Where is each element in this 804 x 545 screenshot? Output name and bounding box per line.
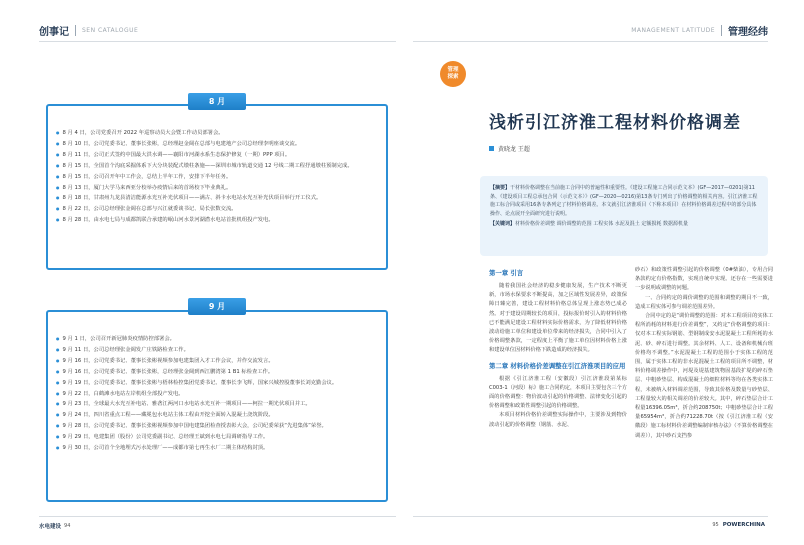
left-section-title: 创事记 [39, 26, 69, 38]
september-month-badge: 9 月 [188, 298, 246, 315]
keywords-label: 【关键词】 [490, 221, 516, 227]
paragraph: 一、合同约定的调价调整的范围和调整的期目不一致，造成工程实体可参与调差范围差异。 [635, 294, 773, 310]
author-names: 黄晓龙 王超 [498, 146, 530, 153]
header-divider [75, 25, 76, 36]
footer-brand: 水电建设 [39, 524, 62, 530]
right-section-title: 管理经纬 [728, 26, 768, 38]
list-item: ● 9 月 22 日，白鹤滩水电站左岸机组全部投产发电。 [56, 389, 378, 400]
article-authors [489, 144, 530, 153]
list-item: ● 8 月 22 日，公司总经理张金阔在总部与兴江就委谈书记、局长张数交流。 [56, 204, 378, 215]
paragraph: 随着我国社会经济的稳步健康发展，生产技术不断更新，市场水保要求不断提高，加之区域性发展差异，政策保障日臻完善，建设工程材料价格总体呈现上涨态势已成必然。对于建设周期较长的项目，投标报价时引入的材料价格已不能满足建设工程材料实际价格需求，为了降低材料价格波动给施工单位和建设单位带来的经济损失，合同中引入了价格调整条款，一定程度上平衡了施工单位因材料价格上涨和建设单位因材料价格下跌造成的经济损失。 [489, 283, 627, 354]
september-event-list [56, 334, 378, 454]
keywords-body: 材料价格价差调整 调价调整的范围 工程实体 水泥及混土 定额损耗 数据源机量 [515, 221, 688, 227]
section-tag-badge [440, 61, 466, 87]
right-page-header [631, 22, 768, 38]
paragraph: 根据《引江济淮工程（安徽段）引江济淮段第某标C003-1（河段）标》施工合同约定，本项目主要包含三个方面的价格调整：物价波动引起的价格调整、法律变化引起的价格调整和政策性调整引起的价格调整。 [489, 375, 628, 410]
paragraph: 本项目材料价格价差调整实际操作中，主要涉及到物价波动引起的价格调整（钢筋、水泥、 [489, 412, 627, 428]
list-item: ● 8 月 13 日，厦门大学马来西亚分校举办疫情后来的首场校下毕业典礼。 [56, 183, 378, 194]
september-timeline-box [46, 310, 388, 502]
list-item: ● 9 月 16 日，公司党委书记、董事长张彬，总经理张金阔到西江鹏湾第 1 B1 标检查工作。 [56, 367, 378, 378]
left-page-footer [39, 522, 70, 530]
left-page-header [39, 22, 138, 38]
footer-brand: POWERCHINA [722, 522, 765, 528]
list-item: ● 8 月 11 日，公司正式签约中国最大洪水调——襄阳市河湖水系生态保护修复（一期）PPP 项目。 [56, 150, 378, 161]
august-timeline-box [46, 104, 388, 270]
list-item: ● 9 月 29 日，电建集团（股份）公司党委副书记、总经理王斌到水电七局调研指导工作。 [56, 432, 378, 443]
list-item: ● 8 月 15 日，全国首个沟底采掘体系下大分块装配式墩柱条施——深圳市城市轨道交通 12 号线二期工程抒通墩柱预制完成。 [56, 161, 378, 172]
right-page-footer [712, 522, 768, 528]
header-divider [721, 25, 722, 36]
august-event-list [56, 128, 378, 226]
list-item: ● 9 月 23 日，全球最大水光互补电站、雅砻江两河口水电站水光互补一期项目——柯拉一期光伏项目并工。 [56, 399, 378, 410]
author-marker-icon [489, 146, 494, 151]
left-footer-rule [39, 516, 396, 517]
list-item: ● 8 月 15 日，公司召开年中工作会，总结上半年工作，安排下半年任务。 [56, 172, 378, 183]
list-item: ● 8 月 4 日，公司党委召开 2022 年巡察动员大会暨工作动员部署会。 [56, 128, 378, 139]
list-item: ● 8 月 10 日，公司党委书记、董事长张彬，总经理赵金阔在总部与电建地产公司总经理李明座谈交流。 [56, 139, 378, 150]
list-item: ● 9 月 28 日，公司党委书记、董事长张彬视频参加中国电建集团检查授表彰大会，公司纪委荣获“先进集体”荣誉。 [56, 421, 378, 432]
list-item: ● 9 月 24 日，四川省重点工程——藏冕包水电站主体工程由开挖全面转入混凝土浇筑阶段。 [56, 410, 378, 421]
list-item: ● 9 月 1 日，公司召开新冠肺炎疫情防控部署会。 [56, 334, 378, 345]
article-column-1 [489, 266, 627, 430]
section-1-heading: 第一章 引言 [489, 269, 524, 277]
right-section-latin: MANAGEMENT LATITUDE [631, 26, 715, 34]
list-item: ● 9 月 19 日，公司党委书记、董事长张彬与梧林检控集团党委书记、董事长李飞辉，国家兴城控股董事长刘克勤会议。 [56, 378, 378, 389]
keywords [490, 220, 758, 229]
paragraph: 砂石）和政策性调整引起的价格调整（0#柴油），专用合同条款约定有价格指数，实现自统中实现。还存在一些需要进一步说明或调整的问题。 [635, 267, 773, 292]
section-2-heading: 第二章 材料价格价差调整在引江济淮项目的应用 [489, 361, 626, 370]
abstract-box [480, 176, 768, 256]
page-number-left: 94 [64, 523, 71, 529]
left-section-latin: SEN CATALOGUE [82, 26, 139, 34]
list-item: ● 9 月 11 日，公司总经理张金阔发广庄铁路检查工作。 [56, 345, 378, 356]
list-item: ● 9 月 30 日，公司首个全地埋式污水处理厂——成都市第七再生水厂二期主体结构封顶。 [56, 443, 378, 454]
list-item: ● 8 月 18 日，甘肃州九龙县清洁能源水光互补光伏项目——满古、斜卡水电站水光互补光伏项目举行开工仪式。 [56, 193, 378, 204]
paragraph: 合同中定的是“调价调整的范围：对本工程项目的实体工程所消耗的材料进行价差调整”，又约定“价格调整的项目：仅对本工程实际钢筋、型钢制成安水泥混凝土工程所耗的水泥、砂、碎石进行调整。其余材料、人工、设备和机械台班价格均不调整。”水泥混凝土工程的范围小于实体工程的范围，属于实体工程的非水泥混凝土工程的项目所不调整，材料价格调差操作中，河堤及堤基建筑物固基段扩堤的碎石垫层、中粗砂垫层、构成混凝土的细粒材料等均在各类实体工程，未被纳入材料调差范围，导致其价格及数量与砂垫层、工程量较大的相关调差的价差较大。其中，碎石垫层合计工程量16396.05m³，折合约208750t；中粗砂垫层合计工程量65954m³，折合约71228.70t（按《引江济淮工程（安徽段）施工标材料价差调整编制审核办法》（不算价格调整在调差）），其中砂石支挡参 [635, 313, 773, 439]
tag-line-2: 探索 [447, 74, 459, 80]
right-header-rule [413, 41, 768, 42]
right-footer-rule [413, 516, 768, 517]
article-column-2 [635, 266, 773, 441]
tag-line-1: 管理 [447, 67, 459, 73]
left-header-rule [39, 41, 396, 42]
abstract-label: 【摘要】 [490, 185, 511, 191]
article-title: 浅析引江济淮工程材料价格调差 [489, 113, 741, 133]
page-number-right: 95 [712, 522, 719, 528]
august-month-badge: 8 月 [188, 93, 246, 110]
abstract-body: 干材料价格调整在当前施工合同中的普遍性和重要性。《建设工程施工合同示范文本》(GF—2017—0201)第11条、《建设项目工程总承包合同（示范文本）》(GF—2020—0216)第13条专门列出了价格调整的相关内容。引江济淮工程施工标合同或采用16条专条列定了材料价格调差。本文就引江济淮项目（下称本项目）在材料价格调差过程中的部分具体操作、论点展开全面研究进行说明。 [490, 185, 758, 217]
list-item: ● 8 月 28 日，由水电七局与成都凯联合承建的岷山河水景河湖潜水电站首批机组投产发电。 [56, 215, 378, 226]
list-item: ● 9 月 16 日，公司党委书记、董事长张彬视频参加电建集团入才工作会议，并作交流发言。 [56, 356, 378, 367]
abstract-text [490, 184, 758, 218]
